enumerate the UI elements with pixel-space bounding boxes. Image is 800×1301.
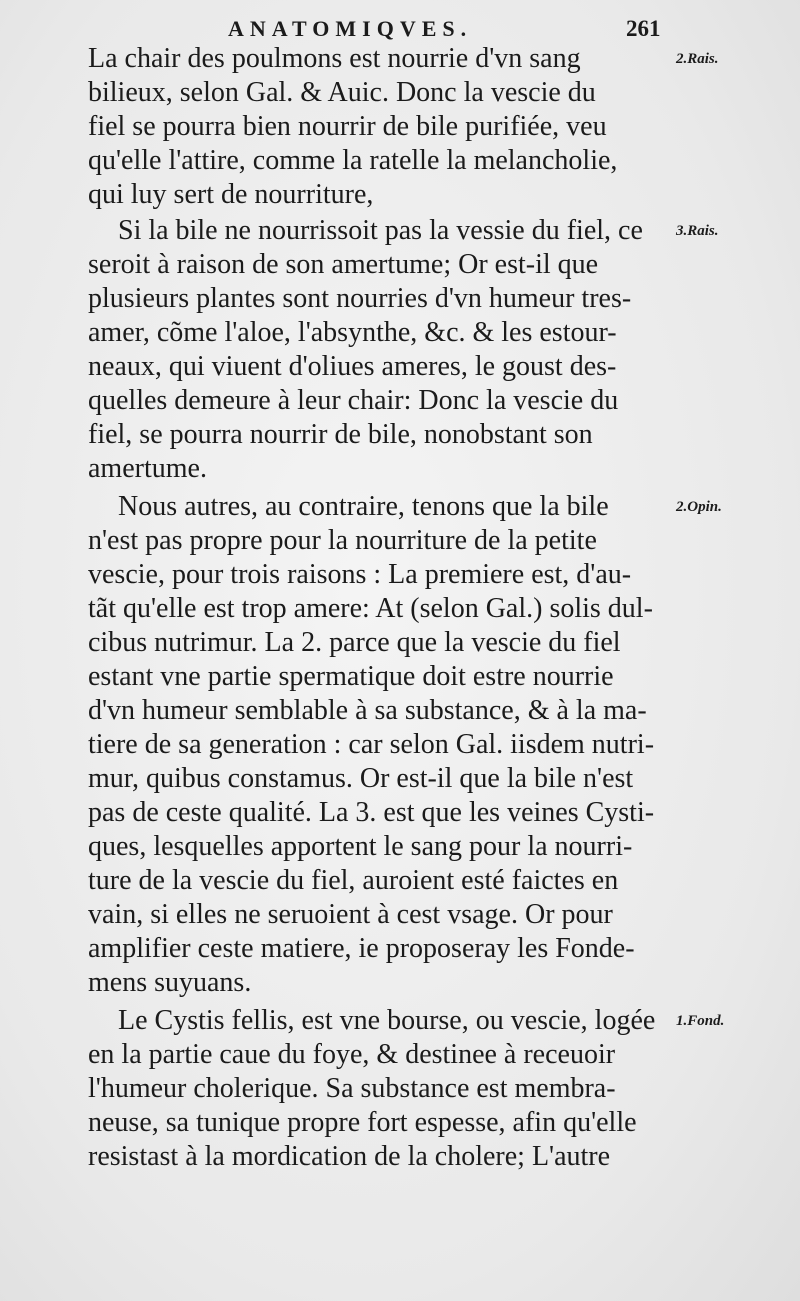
text-line: n'est pas propre pour la nourriture de la petite: [88, 525, 597, 556]
text-line: vain, si elles ne seruoient à cest vsage. Or pour: [88, 899, 613, 930]
text-line: amer, cõme l'aloe, l'absynthe, &c. & les estour-: [88, 317, 617, 348]
text-line: quelles demeure à leur chair: Donc la vescie du: [88, 385, 619, 416]
text-line: Le Cystis fellis, est vne bourse, ou vescie, logée: [118, 1005, 656, 1036]
text-line: estant vne partie spermatique doit estre nourrie: [88, 661, 614, 692]
text-line: Si la bile ne nourrissoit pas la vessie du fiel, ce: [118, 215, 643, 246]
text-line: seroit à raison de son amertume; Or est-il que: [88, 249, 599, 280]
text-line: neuse, sa tunique propre fort espesse, afin qu'elle: [88, 1107, 637, 1138]
text-line: amplifier ceste matiere, ie proposeray les Fonde-: [88, 933, 635, 964]
text-line: l'humeur cholerique. Sa substance est membra-: [88, 1073, 616, 1104]
text-line: La chair des poulmons est nourrie d'vn sang: [88, 43, 581, 74]
text-line: d'vn humeur semblable à sa substance, & à la ma-: [88, 695, 647, 726]
text-line: mur, quibus constamus. Or est-il que la bile n'est: [88, 763, 634, 794]
text-line: mens suyuans.: [88, 967, 252, 998]
text-line: qu'elle l'attire, comme la ratelle la melancholie,: [88, 145, 618, 176]
margin-note: 2.Opin.: [676, 499, 722, 515]
margin-note: 3.Rais.: [676, 223, 719, 239]
text-line: amertume.: [88, 453, 207, 484]
text-line: tãt qu'elle est trop amere: At (selon Gal.) solis dul-: [88, 593, 653, 624]
text-line: fiel, se pourra nourrir de bile, nonobstant son: [88, 419, 593, 450]
page-number: 261: [626, 16, 661, 41]
text-line: resistast à la mordication de la cholere; L'autre: [88, 1141, 611, 1172]
text-line: ques, lesquelles apportent le sang pour la nourri-: [88, 831, 633, 862]
text-line: tiere de sa generation : car selon Gal. iisdem nutri-: [88, 729, 655, 760]
blank-bottom-margin: [0, 1140, 800, 1301]
text-line: fiel se pourra bien nourrir de bile purifiée, veu: [88, 111, 607, 142]
text-line: qui luy sert de nourriture,: [88, 179, 374, 210]
margin-note: 1.Fond.: [676, 1013, 725, 1029]
margin-note: 2.Rais.: [676, 51, 719, 67]
text-line: vescie, pour trois raisons : La premiere est, d'au-: [88, 559, 632, 590]
text-line: ture de la vescie du fiel, auroient esté faictes en: [88, 865, 619, 896]
text-line: bilieux, selon Gal. & Auic. Donc la vescie du: [88, 77, 596, 108]
text-line: pas de ceste qualité. La 3. est que les veines Cysti-: [88, 797, 655, 828]
text-line: Nous autres, au contraire, tenons que la bile: [118, 491, 609, 522]
text-line: plusieurs plantes sont nourries d'vn humeur tres-: [88, 283, 632, 314]
running-title: ANATOMIQVES.: [228, 16, 473, 41]
text-line: cibus nutrimur. La 2. parce que la vescie du fiel: [88, 627, 621, 658]
text-line: en la partie caue du foye, & destinee à receuoir: [88, 1039, 616, 1070]
text-line: neaux, qui viuent d'oliues ameres, le goust des-: [88, 351, 617, 382]
